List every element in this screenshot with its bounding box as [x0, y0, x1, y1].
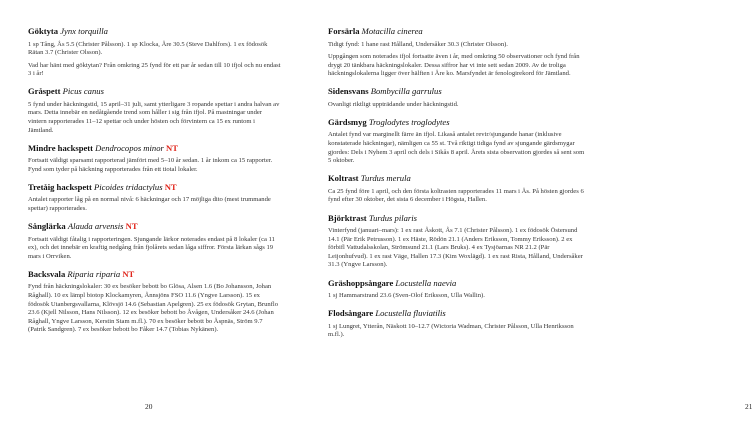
- species-entry: [28, 143, 282, 175]
- species-heading: [328, 173, 586, 184]
- latin-name: Dendrocopos minor: [95, 142, 164, 153]
- species-heading: [328, 117, 586, 128]
- species-heading: [328, 26, 586, 37]
- page-number: 20: [145, 402, 153, 411]
- species-entry: [328, 213, 586, 270]
- species-paragraph: 1 sj Hammarstrand 23.6 (Sven-Olof Eriksson, Ulla Wallin).: [328, 292, 485, 299]
- species-name: Flodsångare: [328, 308, 374, 319]
- species-heading: [28, 26, 282, 37]
- species-paragraph: Tidigt fynd: 1 hane rast Hålland, Undersåker 30.3 (Christer Olsson).: [328, 40, 508, 48]
- species-entry: [328, 308, 586, 340]
- latin-name: Picoides tridactylus: [94, 181, 163, 192]
- left-page: [0, 0, 300, 425]
- species-paragraph: Vad har hänt med göktytan? Från omkring 25 fynd för ett par år sedan till 10 ifjol och nu endast 3 i år!: [28, 61, 281, 78]
- species-paragraph: Fynd från häckningslokaler: 30 ex besöker bebott bo Glösa, Alsen 1.6 (Bo Johansson, Johan Råghall). 10 ex lämpl biotop Klockamyren, Ånnsjöns FSO 11.6 (Yngve Larsson). 15 ex födosök Utanbergsvallarna, Klövsjö 14.6 (Sebastian Apelgren). 25 ex födosök Grytan, Brunflo 23.6 (Kjell Nilsson, Hans Nilsson). 12 ex besöker bebott bo Åvågen, Undersåker 24.6 (Johan Råghall, Yngve Larsson, Kerstin Stam m.fl.). 70 ex besöker bebott bo Åspnäs, Ström 9.7 (Patrik Sandgren). 7 ex besöker bebott bo Fåker 14.7 (Tobias Nykänen).: [28, 283, 279, 334]
- red-list-badge: NT: [122, 268, 135, 279]
- latin-name: Turdus pilaris: [368, 212, 417, 223]
- species-name: Tretåig hackspett: [28, 181, 92, 192]
- species-name: Gråspett: [28, 86, 61, 97]
- species-entry: [28, 86, 282, 135]
- species-heading: [328, 213, 586, 224]
- species-paragraph: Vinterfynd (januari–mars): 1 ex rast Åskott, Ås 7.1 (Christer Pålsson). 1 ex födosök Östersund 14.1 (Pär Erik Petrusson). 1 ex Häste, Rödön 21.1 (Anders Eriksson, Tommy Eriksson). 2 ex förbifl Vattudalsskolan, Strömsund 21.1 (Lars Bruks). 4 ex Tysjöarnas NR 21.2 (Pär Leijonhufvud). 1 ex rast Väge, Hallen 17.3 (Kim Woxlägd). 1 ex rast Rista, Hålland, Undersåker 31.3 (Yngve Larsson).: [328, 227, 583, 269]
- species-entry: [328, 26, 586, 79]
- latin-name: Picus canus: [62, 86, 104, 97]
- species-heading: [28, 221, 282, 232]
- species-name: Gräshoppsångare: [328, 277, 394, 288]
- species-paragraph: Fortsatt väldigt sparsamt rapporterad jämfört med 5–10 år sedan. 1 år inkom ca 15 rapporter. Fynd som tyder på häckning rapporterades från ett tiotal lokaler.: [28, 157, 273, 173]
- species-paragraph: 1 sj Lungret, Ytterån, Näskott 10–12.7 (Wictoria Wadman, Christer Pålsson, Ulla Henriksson m.fl.).: [328, 322, 574, 339]
- species-name: Gärdsmyg: [328, 116, 367, 127]
- species-entry: [28, 182, 282, 214]
- species-paragraph: 1 sp Tång, Ås 5.5 (Christer Pålsson). 1 sp Klocka, Åre 30.5 (Steve Dahlfors). 1 ex födosök Rätan 3.7 (Christer Olsson).: [28, 40, 268, 57]
- latin-name: Locustella naevia: [395, 277, 457, 288]
- latin-name: Turdus merula: [360, 173, 411, 184]
- left-column: [28, 26, 282, 342]
- latin-name: Jynx torquilla: [60, 26, 108, 36]
- latin-name: Motacilla cinerea: [361, 26, 423, 36]
- species-paragraph: Antalet rapporter låg på en normal nivå: 6 häckningar och 17 möjliga dito (mest trummande spettar) rapporterades.: [28, 196, 271, 213]
- right-page: [300, 0, 752, 425]
- species-name: Forsärla: [328, 26, 360, 36]
- page-number: 21: [745, 402, 752, 411]
- red-list-badge: NT: [164, 181, 177, 192]
- species-paragraph: Ca 25 fynd före 1 april, och den första koltrasten rapporterades 11 mars i Ås. På hösten gjordes 6 fynd efter 30 oktober, det sista 6 december i Högsta, Hallen.: [328, 187, 584, 204]
- species-paragraph: Fortsatt väldigt fåtalig i rapporteringen. Sjungande lärkor noterades endast på 8 lokaler (ca 11 ex), och det innebär en kraftig nedgång från fjolårets sedan låga siffror. Första lärkan sågs 19 mars i Orrviken.: [28, 235, 275, 260]
- species-name: Sånglärka: [28, 221, 66, 232]
- species-name: Göktyta: [28, 26, 59, 36]
- species-heading: [28, 269, 282, 280]
- species-paragraph: Uppgången som noterades ifjol fortsatte även i år, med omkring 50 observationer och fynd från drygt 20 tänkbara häckningslokaler. Dessa siffror har vi inte sett sedan 2009. Av de troliga häckningslokalerna ligger över hälften i Åre ko. Marsfyndet är fenologirekord för Jämtland.: [328, 53, 580, 78]
- species-entry: [328, 173, 586, 205]
- species-heading: [328, 86, 586, 97]
- species-entry: [328, 86, 586, 109]
- red-list-badge: NT: [166, 142, 178, 153]
- species-entry: [28, 269, 282, 335]
- species-paragraph: Ovanligt riktligt uppträdande under häckningstid.: [328, 100, 459, 108]
- species-paragraph: Antalet fynd var marginellt färre än ifjol. Likaså antalet revir/sjungande hanar (inklusive konstaterade häckningar), nämligen ca 55 st. Två riktigt tidiga fynd av sjungande gärdsmygar gjordes: Dels i Nyhem 3 april och dels i Sikås 8 april. Årets sista observation gjordes så sent som 5 oktober.: [328, 131, 585, 165]
- species-name: Koltrast: [328, 173, 359, 184]
- species-name: Björktrast: [328, 212, 367, 223]
- latin-name: Locustella fluviatilis: [375, 308, 446, 319]
- species-name: Backsvala: [28, 268, 66, 279]
- right-column: [328, 26, 586, 347]
- species-heading: [328, 308, 586, 319]
- species-entry: [328, 278, 586, 301]
- species-paragraph: 5 fynd under häckningstid, 15 april–31 juli, samt ytterligare 3 ropande spettar i andra halvan av mars. Detta innebär en nedåtgående trend som håller i sig från ifjol. På mastningar under vintern rapporterades 11–12 spettar och under hösten och förvintern ca 15 ex runtom i Jämtland.: [28, 100, 280, 134]
- species-heading: [328, 278, 586, 289]
- species-entry: [328, 117, 586, 166]
- species-heading: [28, 182, 282, 193]
- latin-name: Riparia riparia: [67, 268, 121, 279]
- species-name: Sidensvans: [328, 86, 369, 97]
- species-heading: [28, 86, 282, 97]
- red-list-badge: NT: [125, 221, 138, 232]
- species-entry: [28, 221, 282, 261]
- species-heading: [28, 143, 282, 154]
- species-name: Mindre hackspett: [28, 142, 94, 153]
- latin-name: Alauda arvensis: [67, 221, 124, 232]
- species-entry: [28, 26, 282, 79]
- latin-name: Troglodytes troglodytes: [368, 116, 450, 127]
- latin-name: Bombycilla garrulus: [370, 86, 442, 97]
